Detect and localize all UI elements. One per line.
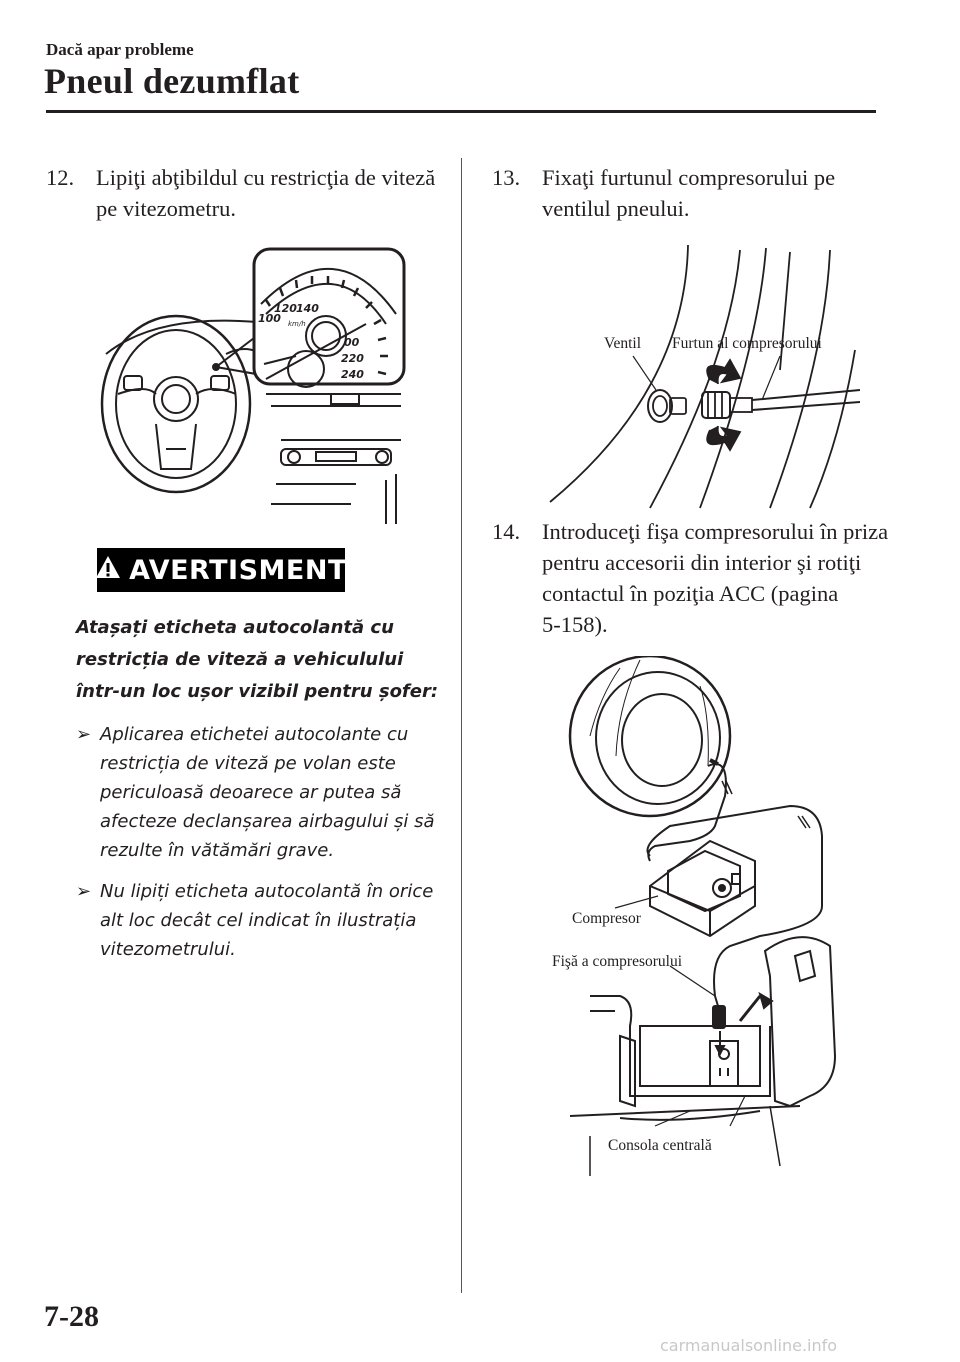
warning-badge — [97, 548, 345, 592]
step-13-number: 13. — [492, 165, 521, 190]
watermark: carmanualsonline.info — [660, 1336, 838, 1355]
speed-mark-140: 140 — [296, 302, 319, 315]
speed-mark-unit: km/h — [288, 320, 306, 328]
warning-content — [76, 612, 448, 964]
step-14-line2: pentru accesorii din interior şi rotiţi — [542, 550, 862, 575]
warning-bullet — [76, 877, 448, 964]
page-number: 7-28 — [44, 1300, 99, 1333]
callout-compressor: Compresor — [572, 910, 641, 927]
step-14-number: 14. — [492, 519, 521, 544]
step-12 — [46, 162, 456, 224]
callout-center-console: Consola centrală — [608, 1137, 712, 1154]
warning-triangle-icon — [95, 555, 121, 586]
callout-compressor-plug: Fişă a compresorului — [552, 953, 683, 970]
steering-wheel-illustration — [96, 244, 416, 528]
arrow-bullet-icon: ➢ — [76, 881, 92, 902]
warning-label: AVERTISMENT — [129, 554, 347, 586]
warning-bullet-text: Aplicarea etichetei autocolante cu restricția de viteză pe volan este periculoasă deoarece ar putea să afecteze declanșarea airbagului și să rezulte în vătămări grave. — [100, 724, 435, 861]
step-13-line1: Fixaţi furtunul compresorului pe — [542, 165, 836, 190]
column-divider — [461, 158, 462, 1293]
step-14 — [492, 516, 912, 640]
section-label: Dacă apar probleme — [46, 40, 194, 59]
title-rule — [46, 110, 876, 113]
speed-mark-240: 240 — [341, 368, 364, 381]
callout-hose: Furtun al compresorului — [672, 335, 822, 352]
step-13-line2: ventilul pneului. — [542, 196, 690, 221]
valve-hose-illustration — [540, 240, 860, 512]
step-14-line4: 5-158). — [542, 612, 608, 637]
warning-bullet-text: Nu lipiți eticheta autocolantă în orice alt loc decât cel indicat în ilustrația vitezometrului. — [100, 881, 434, 960]
arrow-bullet-icon: ➢ — [76, 724, 92, 745]
speed-mark-120: 120 — [274, 302, 297, 315]
step-13 — [492, 162, 912, 224]
step-12-number: 12. — [46, 165, 75, 190]
warning-heading: Atașați eticheta autocolantă cu restricția de viteză a vehiculului într-un loc ușor vizibil pentru șofer: — [76, 617, 439, 702]
step-14-line1: Introduceţi fişa compresorului în priza — [542, 519, 889, 544]
callout-valve: Ventil — [604, 335, 642, 352]
page-title: Pneul dezumflat — [44, 61, 300, 101]
warning-bullet — [76, 720, 448, 865]
step-14-line3: contactul în poziţia ACC (pagina — [542, 581, 839, 606]
speed-mark-220: 220 — [341, 352, 364, 365]
step-12-line2: pe vitezometru. — [96, 196, 236, 221]
step-12-line1: Lipiţi abţibildul cu restricţia de viteză — [96, 165, 436, 190]
speed-mark-100: 100 — [258, 312, 281, 325]
speed-mark-200: 00 — [344, 336, 360, 349]
